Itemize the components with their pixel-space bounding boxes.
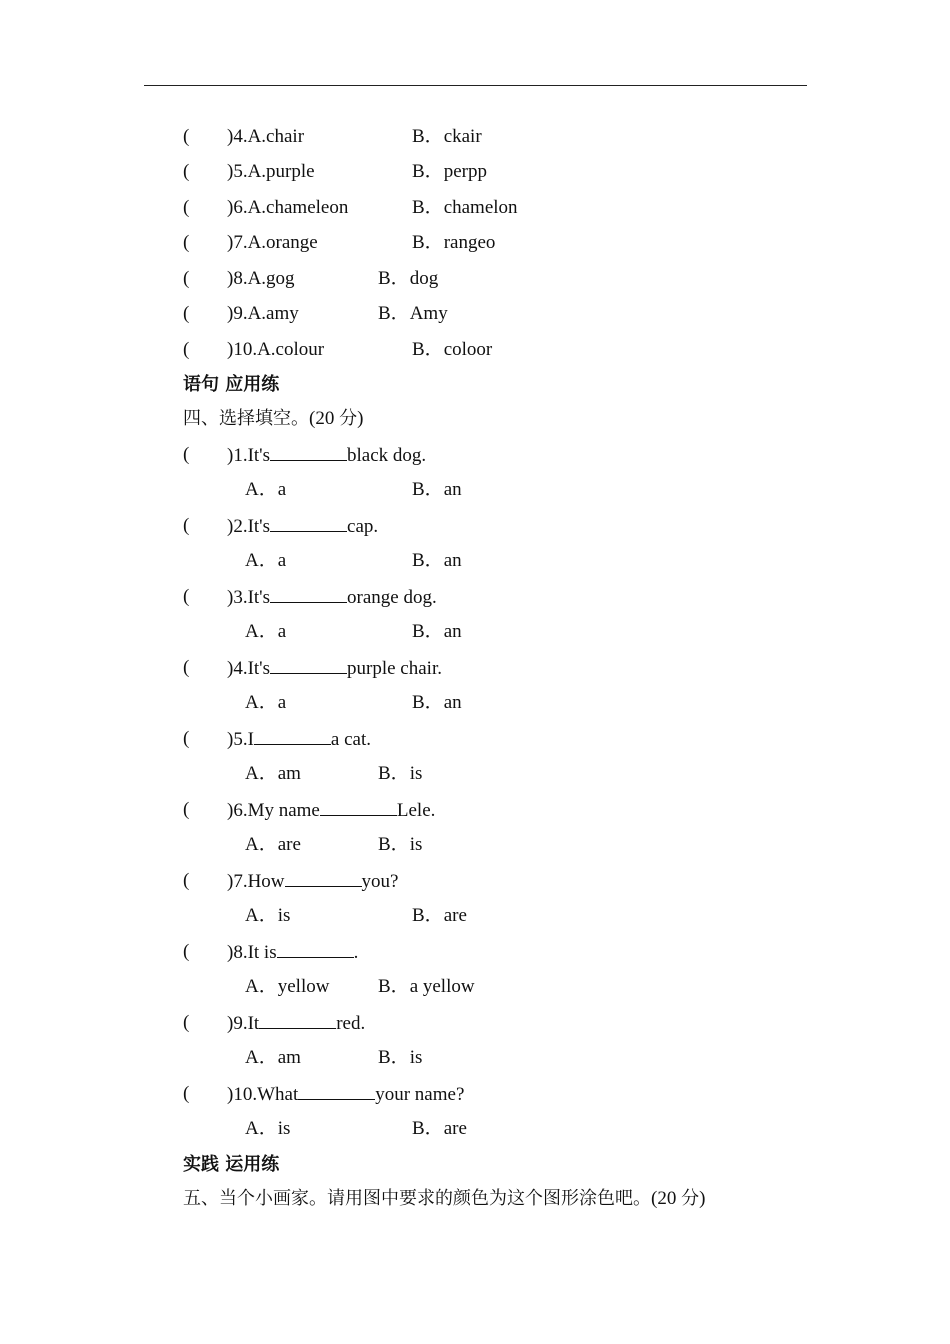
answer-paren-close: ) [227, 1084, 234, 1105]
option-a-label: A． [245, 905, 278, 926]
option-b-text: are [443, 1118, 467, 1139]
option-b-text: are [443, 905, 467, 926]
option-b-text: is [409, 763, 423, 784]
question-text: )8.It is . [227, 939, 358, 966]
option-b [412, 195, 518, 221]
option-b-label: B． [412, 1118, 444, 1139]
option-b-text: an [443, 692, 462, 713]
option-a-text: a [277, 621, 287, 642]
answer-paren-close: ) [227, 268, 234, 289]
option-a [245, 690, 286, 716]
option-b-label: B． [378, 763, 410, 784]
option-b-text: is [409, 1047, 423, 1068]
question-suffix: a cat. [330, 729, 371, 750]
option-b-label: B． [412, 550, 444, 571]
question-prefix: It's [247, 658, 271, 679]
question-number: 1 [233, 445, 243, 466]
option-a [245, 477, 286, 503]
answer-paren-close: ) [227, 800, 234, 821]
question-text: )5.I a cat. [227, 726, 371, 753]
question-number: 10 [233, 1084, 253, 1105]
option-a-text: a [277, 550, 287, 571]
answer-paren-open: ( [183, 728, 190, 749]
option-b [378, 1045, 422, 1071]
answer-paren-close: ) [227, 871, 234, 892]
question-prefix: It's [247, 587, 271, 608]
question-text: )8.A.gog [227, 268, 295, 289]
answer-paren-open: ( [183, 941, 190, 962]
question-number: 9 [233, 303, 243, 324]
section-title-text: 四、选择填空。 [183, 408, 309, 429]
question-text: )5.A.purple [227, 161, 315, 182]
question-suffix: purple chair. [347, 658, 442, 679]
option-a-text: A.purple [247, 161, 315, 182]
question-text: )4.A.chair [227, 126, 305, 147]
option-a-label: A． [245, 1047, 278, 1068]
answer-blank[interactable] [298, 1081, 375, 1100]
option-a [245, 974, 329, 1000]
question-number: 8 [233, 268, 243, 289]
question-prefix: It is [247, 942, 277, 963]
question-prefix: My name [247, 800, 320, 821]
question-prefix: What [257, 1084, 299, 1105]
question-number: 4 [233, 126, 243, 147]
answer-paren-open: ( [183, 303, 190, 324]
option-b [378, 974, 475, 1000]
answer-paren-close: ) [227, 516, 234, 537]
question-number: 5 [233, 161, 243, 182]
question-text: )3.It's orange dog. [227, 584, 437, 611]
question-suffix: you? [361, 871, 399, 892]
option-b-label: B． [412, 232, 444, 253]
question-text: )7.A.orange [227, 232, 318, 253]
option-a-text: A.colour [257, 339, 325, 360]
section-score-unit: 分 [681, 1188, 700, 1209]
option-b-label: B． [412, 621, 444, 642]
answer-paren-open: ( [183, 870, 190, 891]
answer-blank[interactable] [270, 513, 347, 532]
question-number: 5 [233, 729, 243, 750]
answer-paren-open: ( [183, 339, 190, 360]
question-number: 3 [233, 587, 243, 608]
option-a-label: A． [245, 692, 278, 713]
answer-paren-open: ( [183, 657, 190, 678]
answer-blank[interactable] [254, 726, 331, 745]
option-a-label: A． [245, 976, 278, 997]
option-a [245, 1116, 290, 1142]
question-text: )6.My name Lele. [227, 797, 435, 824]
question-number: 4 [233, 658, 243, 679]
option-a-label: A． [245, 621, 278, 642]
option-a-text: am [277, 1047, 301, 1068]
question-text: )10.What your name? [227, 1081, 464, 1108]
option-b-label: B． [378, 268, 410, 289]
answer-blank[interactable] [259, 1010, 336, 1029]
question-suffix: your name? [375, 1084, 465, 1105]
question-suffix: black dog. [347, 445, 427, 466]
question-prefix: It [247, 1013, 260, 1034]
question-number: 2 [233, 516, 243, 537]
answer-paren-open: ( [183, 1012, 190, 1033]
answer-paren-close: ) [227, 658, 234, 679]
answer-paren-close: ) [227, 1013, 234, 1034]
option-b-label: B． [412, 692, 444, 713]
question-prefix: I [247, 729, 254, 750]
answer-blank[interactable] [320, 797, 397, 816]
section-heading-sentence [183, 372, 279, 398]
option-b-label: B． [378, 1047, 410, 1068]
option-b-text: a yellow [409, 976, 475, 997]
answer-paren-close: ) [227, 161, 234, 182]
question-suffix: cap. [347, 516, 379, 537]
answer-paren-close: ) [227, 303, 234, 324]
option-b [412, 548, 462, 574]
answer-paren-close: ) [227, 942, 234, 963]
option-b-label: B． [412, 161, 444, 182]
question-suffix: Lele. [396, 800, 436, 821]
answer-paren-open: ( [183, 586, 190, 607]
option-b-text: is [409, 834, 423, 855]
answer-paren-close: ) [227, 126, 234, 147]
option-a-text: A.chair [247, 126, 305, 147]
question-text: )9.A.amy [227, 303, 299, 324]
option-a-text: is [277, 905, 291, 926]
section-score-unit: 分 [339, 408, 358, 429]
option-a-text: a [277, 479, 287, 500]
option-b [412, 337, 492, 363]
question-suffix: orange dog. [347, 587, 437, 608]
option-b-text: dog [409, 268, 439, 289]
option-a-label: A． [245, 1118, 278, 1139]
option-a-text: A.gog [247, 268, 295, 289]
question-number: 7 [233, 871, 243, 892]
option-b [412, 903, 467, 929]
question-prefix: It's [247, 445, 271, 466]
option-a-text: A.amy [247, 303, 299, 324]
answer-paren-open: ( [183, 444, 190, 465]
answer-paren-close: ) [227, 587, 234, 608]
heading-part-b: 应用练 [225, 374, 280, 395]
option-b [412, 619, 462, 645]
option-a [245, 1045, 301, 1071]
answer-blank[interactable] [277, 939, 354, 958]
answer-paren-open: ( [183, 197, 190, 218]
answer-blank[interactable] [270, 442, 347, 461]
question-suffix: red. [336, 1013, 366, 1034]
section-score-open: (20 [309, 408, 340, 429]
question-prefix: It's [247, 516, 271, 537]
question-number: 6 [233, 800, 243, 821]
answer-paren-close: ) [227, 197, 234, 218]
option-b-text: Amy [409, 303, 448, 324]
option-b-label: B． [412, 339, 444, 360]
option-a-text: a [277, 692, 287, 713]
option-b-text: ckair [443, 126, 482, 147]
heading-part-b: 运用练 [225, 1154, 280, 1175]
question-text: )6.A.chameleon [227, 197, 349, 218]
option-b [378, 832, 422, 858]
option-a [245, 832, 301, 858]
question-number: 6 [233, 197, 243, 218]
heading-part-a: 语句 [183, 374, 219, 395]
question-number: 7 [233, 232, 243, 253]
question-text: )4.It's purple chair. [227, 655, 442, 682]
question-number: 8 [233, 942, 243, 963]
question-text: )10.A.colour [227, 339, 325, 360]
option-a-text: A.orange [247, 232, 318, 253]
option-a-text: are [277, 834, 301, 855]
option-a-label: A． [245, 479, 278, 500]
answer-paren-open: ( [183, 268, 190, 289]
option-a [245, 548, 286, 574]
option-b-label: B． [412, 126, 444, 147]
option-b [378, 266, 438, 292]
question-text: )2.It's cap. [227, 513, 378, 540]
question-prefix: How [247, 871, 285, 892]
option-b-label: B． [378, 834, 410, 855]
section-title-fill-in [183, 406, 363, 432]
answer-blank[interactable] [285, 868, 362, 887]
option-b [412, 477, 462, 503]
question-number: 9 [233, 1013, 243, 1034]
option-b-label: B． [412, 479, 444, 500]
question-text: )1.It's black dog. [227, 442, 426, 469]
option-b [412, 124, 482, 150]
option-b [412, 159, 487, 185]
section-score-open: (20 [651, 1188, 682, 1209]
section-score-close: ) [357, 408, 364, 429]
option-b-text: rangeo [443, 232, 496, 253]
option-a [245, 761, 301, 787]
option-b [378, 761, 422, 787]
option-b [412, 690, 462, 716]
answer-blank[interactable] [270, 655, 347, 674]
option-b-label: B． [412, 197, 444, 218]
option-b-text: perpp [443, 161, 487, 182]
question-suffix: . [353, 942, 359, 963]
answer-blank[interactable] [270, 584, 347, 603]
option-a-label: A． [245, 834, 278, 855]
option-a [245, 619, 286, 645]
header-rule [144, 85, 807, 86]
option-b-text: chamelon [443, 197, 518, 218]
option-b [378, 301, 448, 327]
answer-paren-open: ( [183, 126, 190, 147]
option-a-text: am [277, 763, 301, 784]
answer-paren-open: ( [183, 515, 190, 536]
section-title-text: 五、当个小画家。请用图中要求的颜色为这个图形涂色吧。 [183, 1188, 651, 1209]
answer-paren-close: ) [227, 232, 234, 253]
section-score-close: ) [699, 1188, 706, 1209]
answer-paren-open: ( [183, 161, 190, 182]
heading-part-a: 实践 [183, 1154, 219, 1175]
answer-paren-close: ) [227, 339, 234, 360]
answer-paren-open: ( [183, 799, 190, 820]
question-text: )7.How you? [227, 868, 398, 895]
option-b [412, 230, 495, 256]
option-b [412, 1116, 467, 1142]
option-b-text: an [443, 479, 462, 500]
option-b-label: B． [412, 905, 444, 926]
option-b-label: B． [378, 976, 410, 997]
option-a-label: A． [245, 550, 278, 571]
option-a-label: A． [245, 763, 278, 784]
question-text: )9.It red. [227, 1010, 365, 1037]
answer-paren-open: ( [183, 232, 190, 253]
option-a [245, 903, 290, 929]
option-b-text: coloor [443, 339, 493, 360]
option-a-text: is [277, 1118, 291, 1139]
question-number: 10 [233, 339, 253, 360]
option-b-text: an [443, 621, 462, 642]
option-b-label: B． [378, 303, 410, 324]
answer-paren-close: ) [227, 729, 234, 750]
section-title-coloring [183, 1186, 705, 1212]
section-heading-practice [183, 1152, 279, 1178]
option-a-text: A.chameleon [247, 197, 349, 218]
option-b-text: an [443, 550, 462, 571]
answer-paren-close: ) [227, 445, 234, 466]
option-a-text: yellow [277, 976, 330, 997]
answer-paren-open: ( [183, 1083, 190, 1104]
